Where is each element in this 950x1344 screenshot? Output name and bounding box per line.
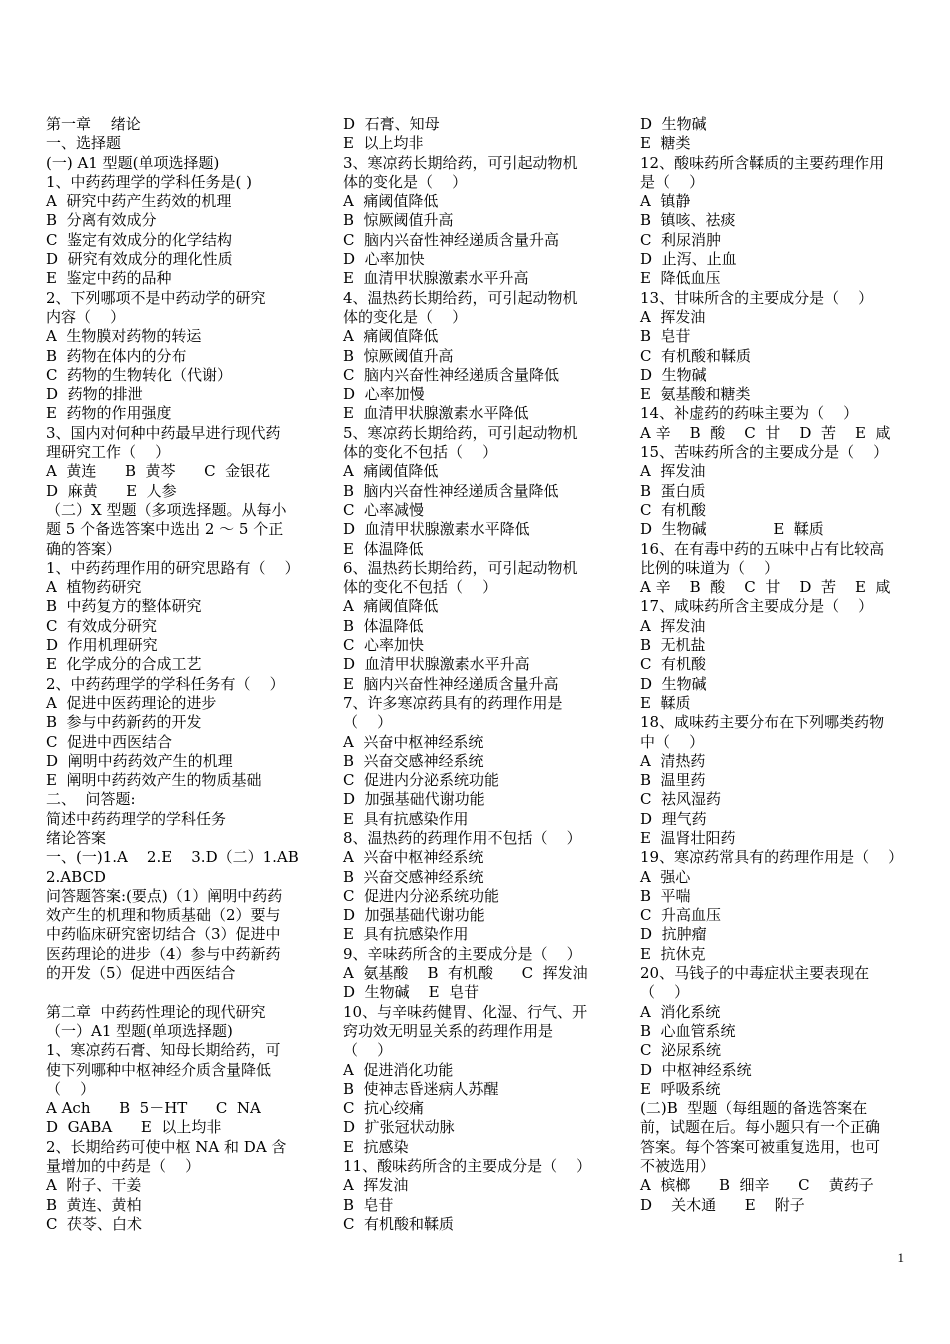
text-line: 第一章 绪论 [46,115,141,133]
text-line: A 生物膜对药物的转运 [46,327,202,346]
text-line: B 镇咳、祛痰 [640,211,736,230]
text-line: C 心率加快 [343,636,425,655]
text-line: 前，试题在后。每小题只有一个正确 [640,1118,881,1137]
text-line: B 中药复方的整体研究 [46,597,202,616]
text-line: C 促进中西医结合 [46,732,173,751]
text-line: E 氨基酸和糖类 [640,385,751,404]
text-line: E 脑内兴奋性神经递质含量升高 [343,674,559,693]
text-line: 窍功效无明显关系的药理作用是 [343,1021,554,1040]
text-line: D 药物的排泄 [46,385,143,404]
text-line: D 关木通 E 附子 [640,1195,805,1214]
text-line: 不被选用） [640,1157,716,1176]
text-line: 体的变化是（ ） [343,172,468,191]
text-line: E 以上均非 [343,134,424,153]
text-line: A 挥发油 [640,616,706,635]
text-line: D 止泻、止血 [640,250,737,269]
text-line: 2、中药药理学的学科任务有（ ） [46,674,285,693]
text-line: 的开发（5）促进中西医结合 [46,964,236,983]
text-line: 第二章 中药药性理论的现代研究 [46,1002,266,1021]
text-line: D 心率加慢 [343,385,425,404]
text-line: 7、许多寒凉药具有的药理作用是 [343,693,563,712]
text-line: C 泌尿系统 [640,1041,722,1060]
text-line: D 血清甲状腺激素水平降低 [343,520,530,539]
text-line: B 药物在体内的分布 [46,346,187,365]
text-line: A 痛阈值降低 [343,462,439,481]
text-line: D 加强基础代谢功能 [343,906,485,925]
text-line: E 血清甲状腺激素水平降低 [343,404,529,423]
text-line: 9、辛味药所含的主要成分是（ ） [343,944,582,963]
text-line: E 鞣质 [640,693,691,712]
text-line: A 清热药 [640,751,706,770]
text-line: A 促进中医药理论的进步 [46,693,217,712]
text-line: E 阐明中药药效产生的物质基础 [46,771,262,790]
text-line: （ ） [343,1041,393,1060]
text-line: B 脑内兴奋性神经递质含量降低 [343,481,559,500]
text-line: 答案。每个答案可被重复选用，也可 [640,1137,881,1156]
text-line: 18、咸味药主要分布在下列哪类药物 [640,713,885,732]
text-line: B 平喘 [640,886,691,905]
text-line: B 兴奋交感神经系统 [343,751,484,770]
text-line: D 阐明中药药效产生的机理 [46,751,233,770]
text-line: 理研究工作（ ） [46,443,171,462]
text-line: B 心血管系统 [640,1021,736,1040]
text-line: 体的变化不包括（ ） [343,578,498,597]
text-line: C 促进内分泌系统功能 [343,886,500,905]
text-line: A 强心 [640,867,691,886]
text-line: A Ach B 5－HT C NA [46,1099,261,1118]
text-line: C 鉴定有效成分的化学结构 [46,230,233,249]
text-line: A 促进消化功能 [343,1060,454,1079]
text-line [46,983,314,1002]
text-line: C 抗心绞痛 [343,1099,425,1118]
text-line: B 体温降低 [343,616,424,635]
text-line: D 理气药 [640,809,707,828]
text-line: 简述中药药理学的学科任务 [46,809,227,828]
text-line: D 生物碱 E 皂苷 [343,983,480,1002]
text-line: 题 5 个备选答案中选出 2 ～ 5 个正 [46,520,284,539]
text-line: C 有机酸 [640,500,707,519]
text-line: D 抗肿瘤 [640,925,707,944]
text-line: A 挥发油 [640,462,706,481]
text-line: 13、甘味所含的主要成分是（ ） [640,288,874,307]
text-line: 绪论答案 [46,828,107,847]
text-line: A 痛阈值降低 [343,597,439,616]
text-line: A 辛 B 酸 C 甘 D 苦 E 咸 [640,423,891,442]
text-line: （一）A1 型题(单项选择题) [46,1021,233,1040]
text-line: 8、温热药的药理作用不包括（ ） [343,828,582,847]
text-line: 6、温热药长期给药，可引起动物机 [343,558,578,577]
text-line: 3、国内对何种中药最早进行现代药 [46,423,281,442]
text-line: 1、中药药理作用的研究思路有（ ） [46,558,300,577]
text-line: B 皂苷 [343,1195,394,1214]
text-line: 11、酸味药所含的主要成分是（ ） [343,1157,592,1176]
text-line: C 药物的生物转化（代谢） [46,365,233,384]
text-line: C 有机酸和鞣质 [640,346,752,365]
text-line: C 心率减慢 [343,500,425,519]
text-line: C 祛风湿药 [640,790,722,809]
text-line: 19、寒凉药常具有的药理作用是（ ） [640,848,904,867]
text-line: 14、补虚药的药味主要为（ ） [640,404,859,423]
text-line: (一) A1 型题(单项选择题) [46,153,220,172]
text-line: （ ） [640,983,690,1002]
text-line: D 加强基础代谢功能 [343,790,485,809]
text-line: B 蛋白质 [640,481,706,500]
text-line: B 黄连、黄柏 [46,1195,142,1214]
text-line: B 惊厥阈值升高 [343,211,454,230]
text-line: D 扩张冠状动脉 [343,1118,455,1137]
text-line: B 温里药 [640,771,706,790]
text-line: （二）X 型题（多项选择题。从每小 [46,500,287,519]
text-line: A 兴奋中枢神经系统 [343,848,484,867]
text-line: C 利尿消肿 [640,230,722,249]
text-line: D 血清甲状腺激素水平升高 [343,655,530,674]
text-line: 2、下列哪项不是中药动学的研究 [46,288,266,307]
text-line: E 具有抗感染作用 [343,925,469,944]
text-line: C 升高血压 [640,906,722,925]
text-line: E 呼吸系统 [640,1079,721,1098]
text-line: B 惊厥阈值升高 [343,346,454,365]
text-line: B 分离有效成分 [46,211,157,230]
text-line: A 黄连 B 黄芩 C 金银花 [46,462,271,481]
text-line: C 有机酸 [640,655,707,674]
text-line: B 无机盐 [640,636,706,655]
text-line: 体的变化不包括（ ） [343,443,498,462]
text-line: 是（ ） [640,172,705,191]
text-line: D 作用机理研究 [46,636,158,655]
text-line: E 药物的作用强度 [46,404,172,423]
text-line: 1、中药药理学的学科任务是( ) [46,172,253,191]
text-line: 一、选择题 [46,134,122,153]
text-line: D 生物碱 [640,365,707,384]
text-line: E 降低血压 [640,269,721,288]
text-line: 15、苦味药所含的主要成分是（ ） [640,443,889,462]
text-line: 问答题答案:(要点)（1）阐明中药药 [46,886,283,905]
text-line: E 抗休克 [640,944,706,963]
text-line: A 槟榔 B 细辛 C 黄药子 [640,1176,874,1195]
text-line: 3、寒凉药长期给药，可引起动物机 [343,153,578,172]
text-line: 17、咸味药所含主要成分是（ ） [640,597,874,616]
text-line: 2、长期给药可使中枢 NA 和 DA 含 [46,1137,287,1156]
text-line: 10、与辛味药健胃、化湿、行气、开 [343,1002,588,1021]
text-line: E 鉴定中药的品种 [46,269,172,288]
page-number: 1 [897,1250,904,1265]
text-line: E 体温降低 [343,539,424,558]
text-line: 中（ ） [640,732,705,751]
text-line: （ ） [343,713,393,732]
text-column-2 [343,115,611,1234]
text-line: C 有效成分研究 [46,616,158,635]
text-line: D 生物碱 E 鞣质 [640,520,824,539]
text-line: 效产生的机理和物质基础（2）要与 [46,906,281,925]
text-line: D 研究有效成分的理化性质 [46,250,233,269]
text-line: E 糖类 [640,134,691,153]
text-line: A 痛阈值降低 [343,327,439,346]
text-line: C 有机酸和鞣质 [343,1214,455,1233]
text-line: D 麻黄 E 人参 [46,481,177,500]
text-line: 量增加的中药是（ ） [46,1157,201,1176]
text-line: E 血清甲状腺激素水平升高 [343,269,529,288]
text-line: 内容（ ） [46,307,126,326]
text-line: 医药理论的进步（4）参与中药新药 [46,944,281,963]
text-line: C 脑内兴奋性神经递质含量升高 [343,230,560,249]
text-line: D 石膏、知母 [343,115,440,133]
text-line: A 研究中药产生药效的机理 [46,192,232,211]
text-line: 确的答案） [46,539,122,558]
text-line: 4、温热药长期给药，可引起动物机 [343,288,578,307]
text-line: 20、马钱子的中毒症状主要表现在 [640,964,870,983]
text-line: D GABA E 以上均非 [46,1118,222,1137]
text-line: 5、寒凉药长期给药，可引起动物机 [343,423,578,442]
text-line: A 挥发油 [343,1176,409,1195]
text-line: A 植物药研究 [46,578,142,597]
text-line: A 兴奋中枢神经系统 [343,732,484,751]
text-line: E 温肾壮阳药 [640,828,736,847]
text-line: 16、在有毒中药的五味中占有比较高 [640,539,885,558]
text-line: 二、 问答题: [46,790,136,809]
text-line: B 兴奋交感神经系统 [343,867,484,886]
text-line: 中药临床研究密切结合（3）促进中 [46,925,281,944]
text-line: (二)B 型题（每组题的备选答案在 [640,1099,868,1118]
text-line: 体的变化是（ ） [343,307,468,326]
text-line: D 心率加快 [343,250,425,269]
text-column-3 [640,115,910,1215]
text-line: C 促进内分泌系统功能 [343,771,500,790]
text-line: E 抗感染 [343,1137,409,1156]
text-line: 比例的味道为（ ） [640,558,780,577]
text-line: B 参与中药新药的开发 [46,713,202,732]
text-line: A 辛 B 酸 C 甘 D 苦 E 咸 [640,578,891,597]
text-line: （ ） [46,1079,96,1098]
text-line: A 痛阈值降低 [343,192,439,211]
text-line: C 脑内兴奋性神经递质含量降低 [343,365,560,384]
text-line: D 生物碱 [640,674,707,693]
text-line: A 镇静 [640,192,691,211]
text-line: D 生物碱 [640,115,707,133]
text-line: A 消化系统 [640,1002,721,1021]
text-line: A 挥发油 [640,307,706,326]
text-line: E 化学成分的合成工艺 [46,655,202,674]
text-line: B 使神志昏迷病人苏醒 [343,1079,499,1098]
text-line: 12、酸味药所含鞣质的主要药理作用 [640,153,885,172]
text-line: B 皂苷 [640,327,691,346]
text-column-1 [46,115,314,1234]
text-line: 1、寒凉药石膏、知母长期给药，可 [46,1041,281,1060]
text-line: E 具有抗感染作用 [343,809,469,828]
text-line: 使下列哪种中枢神经介质含量降低 [46,1060,272,1079]
text-line: C 茯苓、白术 [46,1214,143,1233]
text-line: A 氨基酸 B 有机酸 C 挥发油 [343,964,588,983]
text-line: A 附子、干姜 [46,1176,142,1195]
text-line: 2.ABCD [46,867,106,886]
text-line: D 中枢神经系统 [640,1060,752,1079]
text-line: 一、(一)1.A 2.E 3.D（二）1.AB [46,848,299,867]
